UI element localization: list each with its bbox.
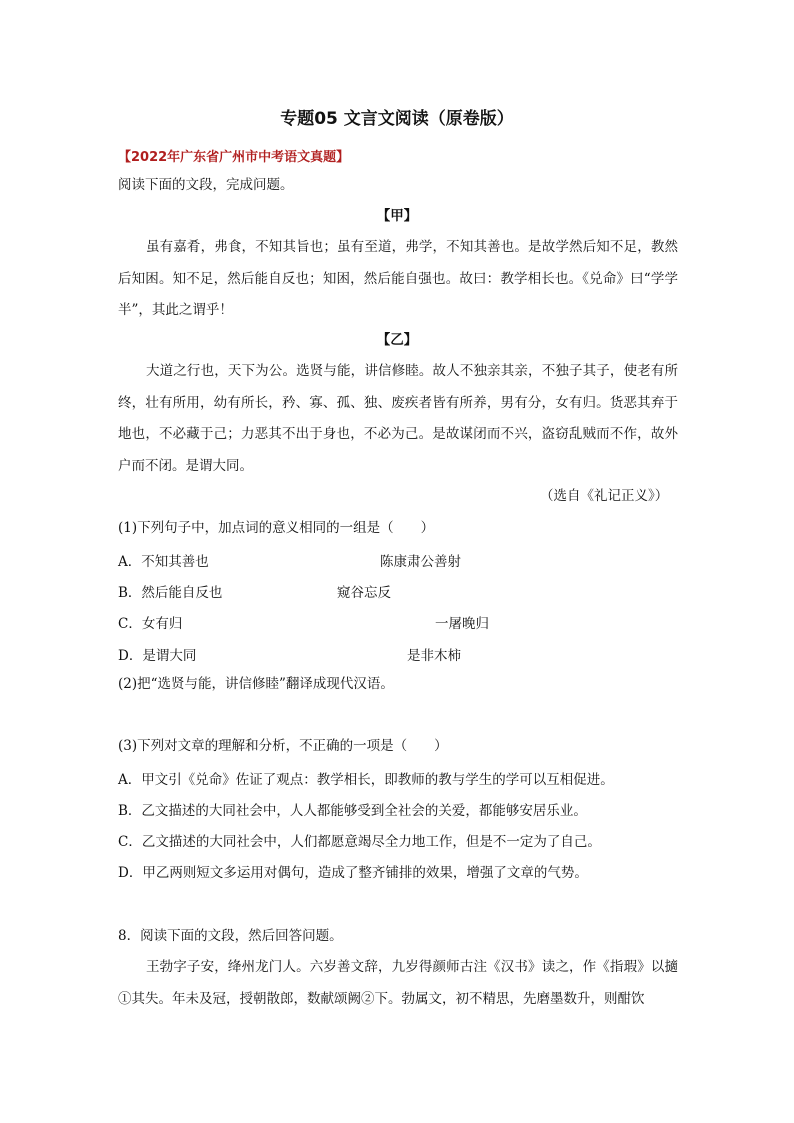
exam-source-tag: 【2022年广东省广州市中考语文真题】 <box>118 150 350 165</box>
page-title: 专题05 文言文阅读（原卷版） <box>280 109 514 129</box>
passage-b-source: （选自《礼记正义》） <box>540 488 669 504</box>
passage-b-heading: 【乙】 <box>376 332 418 348</box>
instruction-text: 阅读下面的文段，完成问题。 <box>118 177 294 193</box>
question-8-text: 王勃字子安，绛州龙门人。六岁善文辞，九岁得颜师古注《汉书》读之，作《指瑕》以擿①其失。年未及冠，授朝散郎，数献颂阙②下。勃属文，初不精思，先磨墨数升，则酣饮 <box>118 959 678 1007</box>
passage-b-text: 大道之行也，天下为公。选贤与能，讲信修睦。故人不独亲其亲，不独子其子，使老有所终，壮有所用，幼有所长，矜、寡、孤、独、废疾者皆有所养，男有分，女有归。货恶其弃于地也，不必藏于己；力恶其不出于身也，不必为己。是故谋闭而不兴，盗窃乱贼而不作，故外户而不闭。是谓大同。 <box>118 363 678 474</box>
q1-option-b-left: B．然后能自反也 <box>118 585 223 601</box>
passage-a-text: 虽有嘉肴，弗食，不知其旨也；虽有至道，弗学，不知其善也。是故学然后知不足，教然后知困。知不足，然后能自反也；知困，然后能自强也。故曰：教学相长也。《兑命》曰“学学半”，其此之谓乎！ <box>118 239 678 318</box>
q1-option-a-right: 陈康肃公善射 <box>380 554 461 570</box>
q1-option-c-left: C．女有归 <box>118 616 183 632</box>
q3-option-c: C．乙文描述的大同社会中，人们都愿意竭尽全力地工作，但是不一定为了自己。 <box>118 834 601 850</box>
q1-option-d-right: 是非木柿 <box>407 648 461 664</box>
q1-option-b-right: 窥谷忘反 <box>337 585 391 601</box>
q1-option-d-left: D．是谓大同 <box>118 648 197 664</box>
q1-option-a-left: A．不知其善也 <box>118 554 209 570</box>
q3-option-d: D．甲乙两则短文多运用对偶句，造成了整齐铺排的效果，增强了文章的气势。 <box>118 865 588 881</box>
q3-option-b: B．乙文描述的大同社会中，人人都能够受到全社会的关爱，都能够安居乐业。 <box>118 803 587 819</box>
q1-option-c-right: 一屠晚归 <box>435 616 489 632</box>
passage-a-heading: 【甲】 <box>376 208 418 224</box>
question-1-stem: (1)下列句子中，加点词的意义相同的一组是（ ） <box>118 520 435 536</box>
question-8-stem: 8．阅读下面的文段，然后回答问题。 <box>118 928 343 944</box>
question-3-stem: (3)下列对文章的理解和分析，不正确的一项是（ ） <box>118 738 448 754</box>
q3-option-a: A．甲文引《兑命》佐证了观点：教学相长，即教师的教与学生的学可以互相促进。 <box>118 772 614 788</box>
question-2-stem: (2)把“选贤与能，讲信修睦”翻译成现代汉语。 <box>118 676 394 692</box>
